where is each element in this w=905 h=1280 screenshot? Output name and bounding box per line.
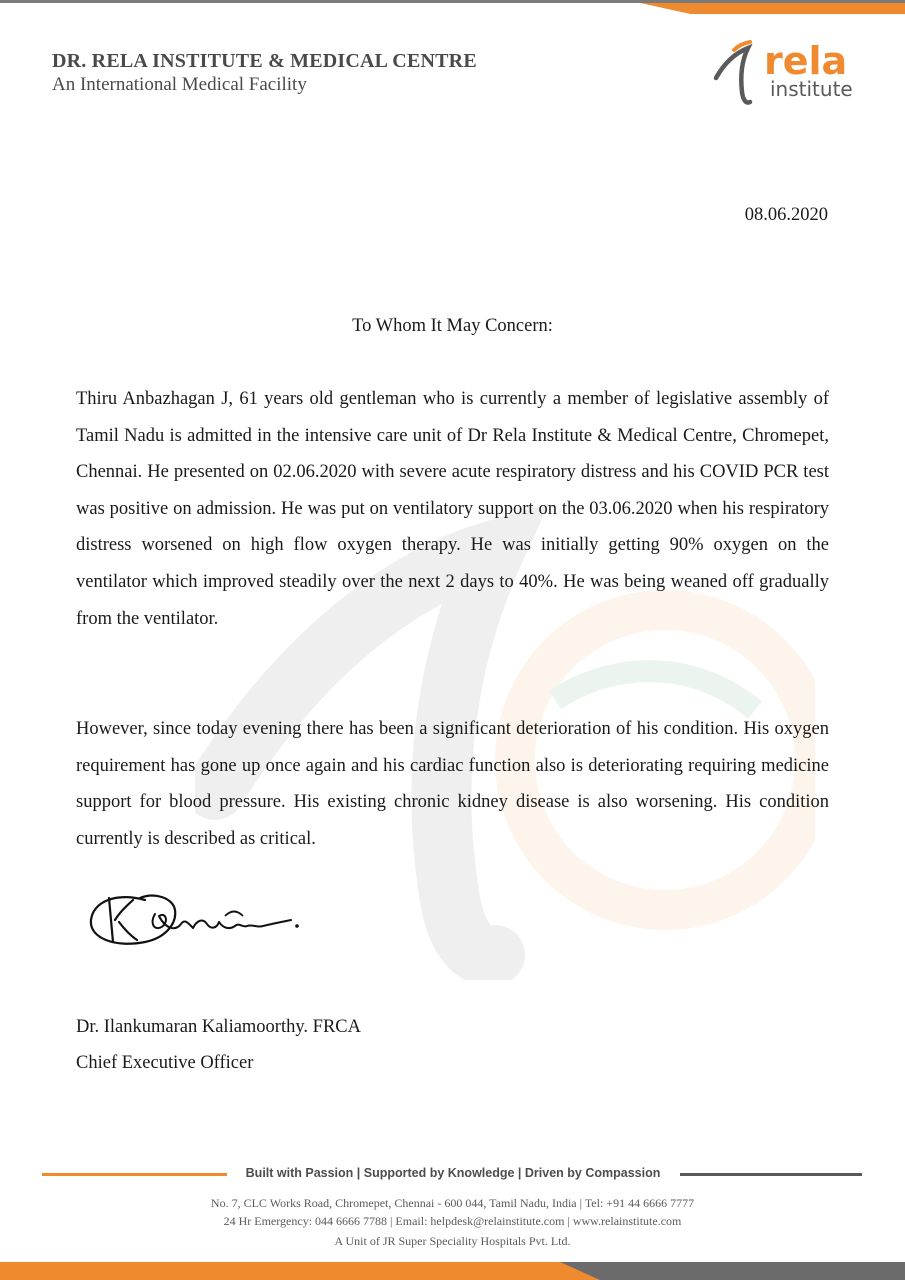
handwritten-signature [85,880,310,962]
footer-company-line: A Unit of JR Super Speciality Hospitals Pvt. Ltd. [334,1234,571,1248]
logo-wordmark: rela [764,39,848,83]
footer-divider-left [42,1173,227,1176]
logo-subtext: institute [770,77,853,101]
body-paragraph-1: Thiru Anbazhagan J, 61 years old gentleman who is currently a member of legislative assembly of Tamil Nadu is admitted in the intensive care unit of Dr Rela Institute & Medical Centre, Chromepet, Chennai. He presented on 02.06.2020 with severe acute respiratory distress and his COVID PCR test was positive on admission. He was put on ventilatory support on the 03.06.2020 when his respiratory distress worsened on high flow oxygen therapy. He was initially getting 90% oxygen on the ventilator which improved steadily over the next 2 days to 40%. He was being weaned off gradually from the ventilator. [76,389,829,629]
body-paragraph-2: However, since today evening there has been a significant deterioration of his condition. His oxygen requirement has gone up once again and his cardiac function also is deteriorating requiring medicine support for blood pressure. His existing chronic kidney disease is also worsening. His condition currently is described as critical. [76,719,829,849]
footer-address: No. 7, CLC Works Road, Chromepet, Chennai - 600 044, Tamil Nadu, India | Tel: +91 44 6666 7777 [210,1196,695,1210]
salutation: To Whom It May Concern: [352,316,553,336]
signatory-title: Chief Executive Officer [76,1053,254,1073]
footer-contact-line: 24 Hr Emergency: 044 6666 7788 | Email: helpdesk@relainstitute.com | www.relainstitute.com [223,1214,682,1228]
organization-tagline: An International Medical Facility [52,74,307,95]
bottom-accent-band [0,1262,905,1280]
organization-name: DR. RELA INSTITUTE & MEDICAL CENTRE [52,50,477,72]
top-accent-band [0,0,905,14]
footer-divider-right [680,1173,862,1176]
footer-tagline: Built with Passion | Supported by Knowledge | Driven by Compassion [245,1166,661,1180]
letter-date: 08.06.2020 [744,205,828,225]
signatory-name: Dr. Ilankumaran Kaliamoorthy. FRCA [76,1017,361,1037]
rela-institute-logo [712,30,872,108]
